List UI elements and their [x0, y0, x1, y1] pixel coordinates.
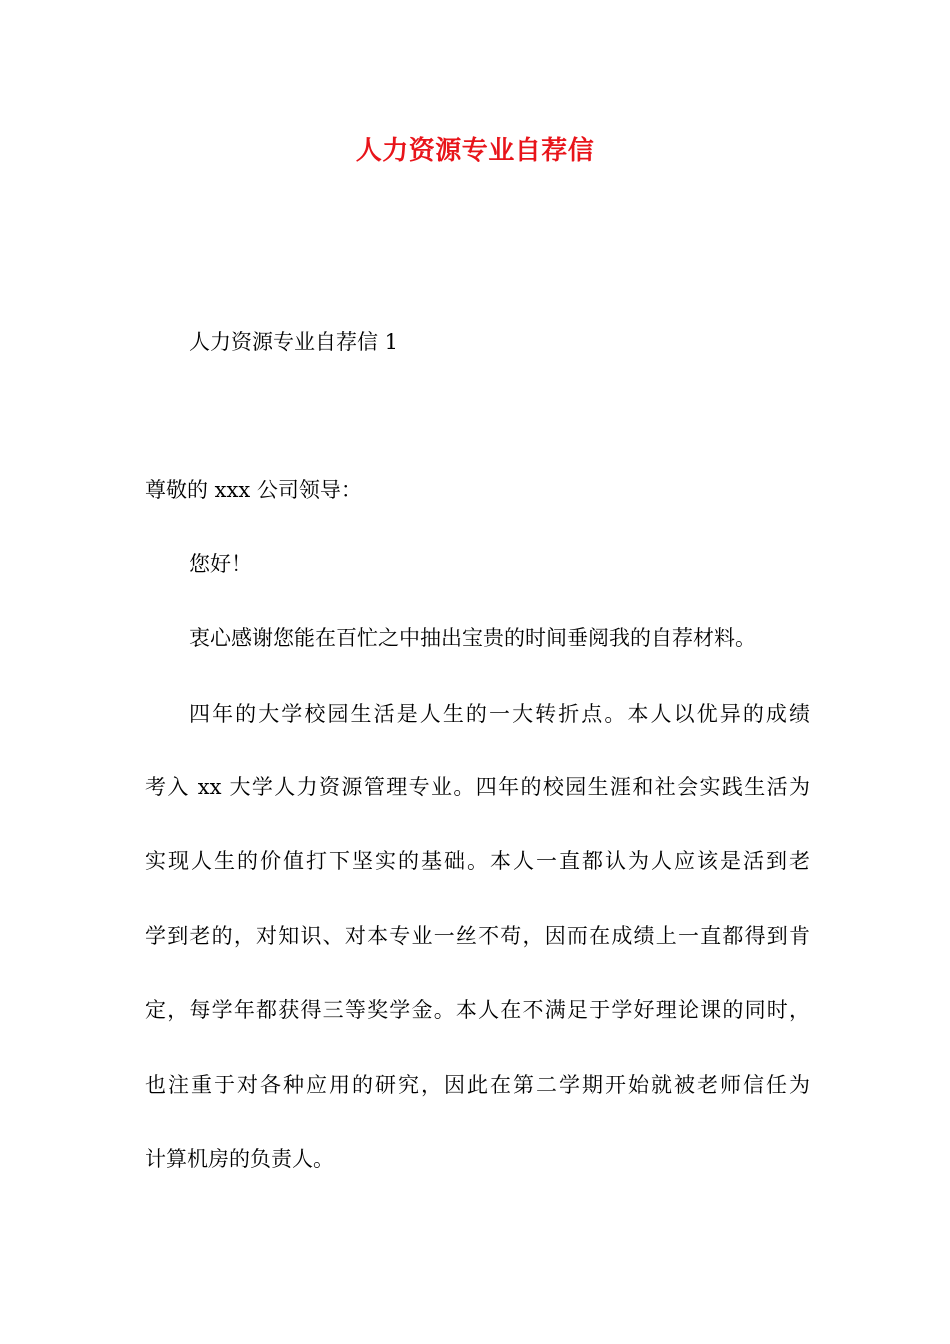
body-line: 计算机房的负责人。 [145, 1147, 334, 1171]
salutation: 尊敬的 xxx 公司领导： [145, 478, 362, 502]
body-line: 四年的大学校园生活是人生的一大转折点。本人以优异的成绩 [189, 702, 810, 726]
body-line: 定，每学年都获得三等奖学金。本人在不满足于学好理论课的同时， [145, 998, 810, 1022]
body-line: 实现人生的价值打下坚实的基础。本人一直都认为人应该是活到老 [145, 849, 810, 873]
body-line: 也注重于对各种应用的研究，因此在第二学期开始就被老师信任为 [145, 1073, 810, 1097]
body-line: 学到老的，对知识、对本专业一丝不苟，因而在成绩上一直都得到肯 [145, 924, 810, 948]
section-heading: 人力资源专业自荐信 1 [189, 330, 399, 354]
body-line: 考入 xx 大学人力资源管理专业。四年的校园生涯和社会实践生活为 [145, 775, 810, 799]
body-line: 衷心感谢您能在百忙之中抽出宝贵的时间垂阅我的自荐材料。 [189, 626, 756, 650]
greeting: 您好！ [189, 552, 252, 576]
document-title: 人力资源专业自荐信 [355, 136, 595, 166]
